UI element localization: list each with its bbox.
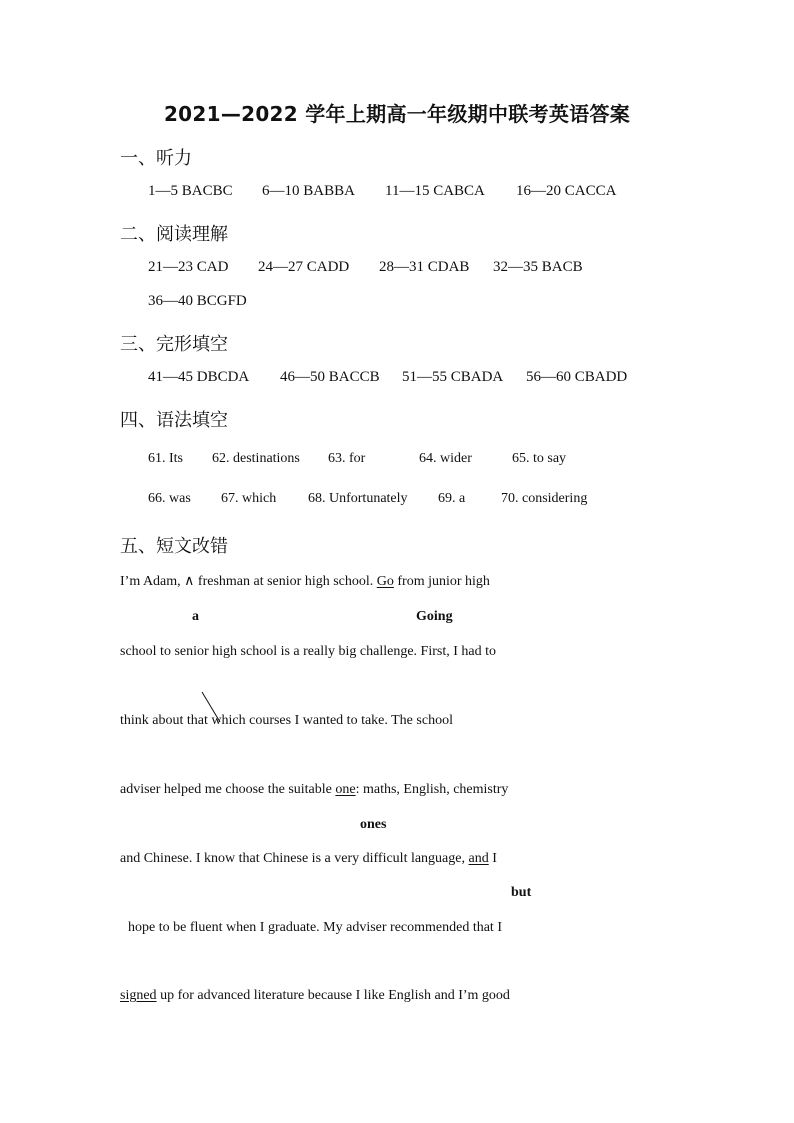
correction-fix-ones: ones <box>360 817 387 832</box>
correction-line-2: school to senior high school is a really big challenge. First, I had to <box>120 644 496 659</box>
text-segment: adviser helped me choose the suitable <box>120 782 332 797</box>
section-heading-listening: 一、听力 <box>120 148 192 169</box>
correction-line-3 <box>120 713 453 729</box>
answer-grammar-64: 64. wider <box>419 451 472 466</box>
answer-listening-2: 6—10 BABBA <box>262 183 355 199</box>
text-segment: I <box>492 851 497 866</box>
text-segment: and Chinese. I know that Chinese is a very difficult language, <box>120 851 465 866</box>
text-segment: from junior high <box>397 574 490 589</box>
correction-line-6: hope to be fluent when I graduate. My adviser recommended that I <box>128 920 502 935</box>
answer-listening-4: 16—20 CACCA <box>516 183 617 199</box>
page-title: 2021—2022 学年上期高一年级期中联考英语答案 <box>163 102 631 126</box>
section-heading-correction: 五、短文改错 <box>120 536 228 557</box>
error-word: one <box>335 782 356 797</box>
correction-fix-going: Going <box>416 609 453 624</box>
error-word: signed <box>120 988 157 1003</box>
error-word: Go <box>376 574 394 589</box>
section-heading-grammar: 四、语法填空 <box>120 410 228 431</box>
text-segment: I’m Adam, <box>120 574 181 589</box>
answer-grammar-61: 61. Its <box>148 451 183 466</box>
answer-grammar-62: 62. destinations <box>212 451 300 466</box>
answer-grammar-69: 69. a <box>438 491 466 506</box>
answer-cloze-3: 51—55 CBADA <box>402 369 504 385</box>
text-segment: which courses I wanted to take. The school <box>211 713 453 728</box>
answer-reading-1: 21—23 CAD <box>148 259 229 275</box>
answer-grammar-63: 63. for <box>328 451 366 466</box>
correction-line-5 <box>120 851 497 867</box>
correction-line-4 <box>120 782 508 798</box>
text-segment: : maths, English, chemistry <box>355 782 509 797</box>
section-heading-cloze: 三、完形填空 <box>120 334 228 355</box>
text-segment: up for advanced literature because I like English and I’m good <box>160 988 510 1003</box>
answer-cloze-1: 41—45 DBCDA <box>148 369 250 385</box>
answer-listening-3: 11—15 CABCA <box>385 183 485 199</box>
text-segment: freshman at senior high school. <box>197 574 374 589</box>
answer-listening-1: 1—5 BACBC <box>148 183 233 199</box>
error-word: and <box>468 851 489 866</box>
answer-reading-3: 28—31 CDAB <box>379 259 470 275</box>
delete-slash-mark <box>200 690 224 724</box>
answer-reading-2: 24—27 CADD <box>258 259 350 275</box>
correction-line-7 <box>120 988 510 1004</box>
answer-reading-4: 32—35 BACB <box>493 259 583 275</box>
answer-grammar-66: 66. was <box>148 491 191 506</box>
answer-grammar-68: 68. Unfortunately <box>308 491 408 506</box>
answer-cloze-4: 56—60 CBADD <box>526 369 628 385</box>
text-segment: think about that <box>120 713 208 728</box>
answer-cloze-2: 46—50 BACCB <box>280 369 380 385</box>
answer-grammar-70: 70. considering <box>501 491 588 506</box>
insert-caret: ∧ <box>184 574 195 589</box>
correction-fix-a: a <box>192 609 199 624</box>
section-heading-reading: 二、阅读理解 <box>120 224 228 245</box>
answer-reading-5: 36—40 BCGFD <box>148 293 247 309</box>
answer-grammar-65: 65. to say <box>512 451 567 466</box>
correction-line-1 <box>120 573 490 590</box>
answer-grammar-67: 67. which <box>221 491 277 506</box>
correction-fix-but: but <box>511 885 532 900</box>
